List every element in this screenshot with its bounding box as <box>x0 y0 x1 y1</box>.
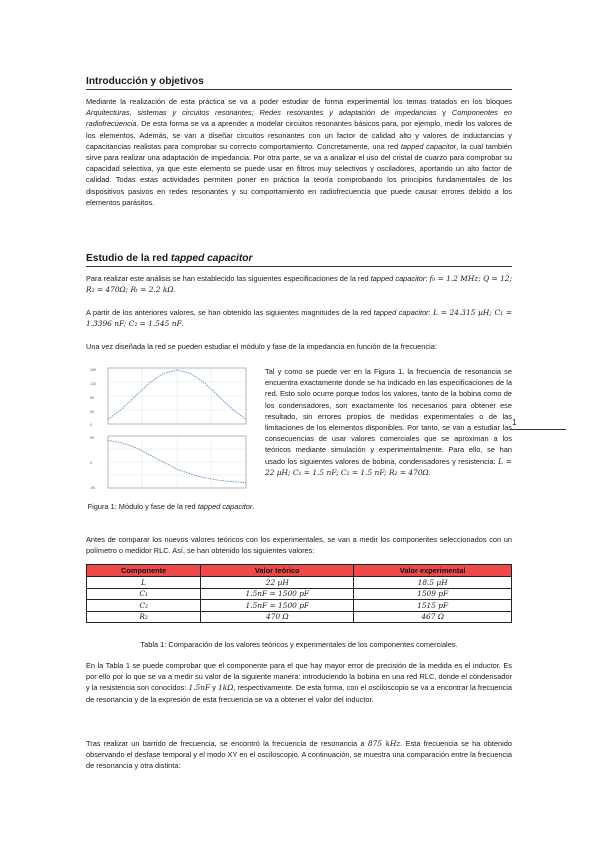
phase-tick-3: -90 <box>90 486 96 490</box>
page-number: 1 <box>510 418 566 430</box>
figure-1 <box>86 364 256 505</box>
table-caption: Tabla 1: Comparación de los valores teóricos y experimentales de los componentes comerciales. <box>140 640 458 649</box>
header-experimental: Valor experimental <box>354 565 512 577</box>
table-row <box>87 577 512 589</box>
cell-theoretical: 1.5nF = 1500 pF <box>201 588 354 600</box>
cell-theoretical: 470 Ω <box>201 611 354 623</box>
table-header-row <box>87 565 512 577</box>
phase-plot <box>90 436 246 490</box>
figure-caption: Figura 1: Módulo y fase de la red tapped capacitor. <box>87 502 255 511</box>
resonance-paragraph: Tras realizar un barrido de frecuencia, se encontró la frecuencia de resonancia a 875 kHz. Esta frecuencia se ha obtenido observando el desfase temporal y el modo XY en el osciloscopio. A continuación, se muestra una comparación entre la frecuencia de resonancia y otra distinta: <box>86 739 513 771</box>
cell-component: C₂ <box>87 600 201 612</box>
header-teorico: Valor teórico <box>201 565 354 577</box>
cell-experimental: 1509 pF <box>354 588 512 600</box>
cell-theoretical: 22 µH <box>201 577 354 589</box>
section-title-intro: Introducción y objetivos <box>86 76 512 90</box>
intro-paragraph: Mediante la realización de esta práctica se va a poder estudiar de forma experimental los temas tratados en los bloques Arquitecturas, sistemas y circuitos resonantes; Redes resonantes y adaptación de impedancias y Componentes en radiofrecuencia. De esta forma se va a aprender a modelar circuitos resonantes básicos para, por ejemplo, medir los valores de los elementos. Además, se van a diseñar circuitos resonantes con un factor de calidad alto y valores de inductancias y capacitancias realistas para comprobar su correcto comportamiento. Concretamente, una red tapped capacitor, la cual también sirve para realizar una adaptación de impedancia. Por otra parte, se va a analizar el uso del cristal de cuarzo para comprobar su capacidad selectiva, ya que este elemento se puede usar en filtros muy selectivos y osciladores, aportando un alto factor de calidad. Todas estas actividades permiten poner en práctica la teoría comprobando los principios fundamentales de los dispositivos pasivos en redes resonantes y su comportamiento en radiofrecuencia que puede causar errores debido a los elementos parásitos. <box>86 97 512 207</box>
section-title-tapped: Estudio de la red tapped capacitor <box>86 253 512 267</box>
components-intro-paragraph: Antes de comparar los nuevos valores teóricos con los experimentales, se van a medir los componentes seleccionados con un polímetro o medidor RLC. Así, se han obtenido los siguientes valores: <box>86 535 512 556</box>
mag-tick-2: 120 <box>90 382 97 386</box>
mag-tick-4: 40 <box>90 410 95 414</box>
cell-experimental: 1515 pF <box>354 600 512 612</box>
table-row <box>87 611 512 623</box>
specs-paragraph: Para realizar este análisis se han establecido las siguientes especificaciones de la red tapped capacitor: f₀ = 1.2 MHz; Q = 12; R₂ = 470Ω; Rₜ = 2.2 kΩ. <box>86 274 512 295</box>
mag-tick-1: 160 <box>90 368 97 372</box>
components-table <box>86 564 512 623</box>
impedance-plots <box>86 364 256 500</box>
cell-experimental: 467 Ω <box>354 611 512 623</box>
magnitude-plot <box>90 368 246 427</box>
magnitudes-paragraph: A partir de los anteriores valores, se han obtenido las siguientes magnitudes de la red tapped capacitor: L = 24.315 µH; C₁ = 1.3396 nF; C₂ = 1.545 nF. <box>86 308 513 329</box>
impedance-intro-paragraph: Una vez diseñada la red se pueden estudiar el módulo y fase de la impedancia en función de la frecuencia: <box>86 342 437 351</box>
phase-tick-1: 90 <box>90 436 95 440</box>
table-row <box>87 588 512 600</box>
mag-tick-5: 0 <box>90 423 93 427</box>
cell-theoretical: 1.5nF = 1500 pF <box>201 600 354 612</box>
phase-tick-2: 0 <box>90 461 93 465</box>
figure-discussion-paragraph: Tal y como se puede ver en la Figura 1, la frecuencia de resonancia se encuentra exactamente donde se ha indicado en las especificaciones de la red. Esto solo ocurre porque todos los valores, tanto de la bobina como de los condensadores, son exactamente los necesarios para obtener ese resultado, sin errores propios de medidas experimentales o de las limitaciones de los elementos disponibles. Por tanto, se van a estudiar las consecuencias de usar valores comerciales que se aproximan a los teóricos mediante simulación y experimentalmente. Para ello, se han usado los siguientes valores de bobina, condensadores y resistencia: L = 22 µH; C₁ = 1.5 nF; C₂ = 1.5 nF; R₂ = 470Ω. <box>265 367 512 477</box>
table-row <box>87 600 512 612</box>
mag-tick-3: 80 <box>90 396 95 400</box>
header-componente: Componente <box>87 565 201 577</box>
inductor-measure-paragraph: En la Tabla 1 se puede comprobar que el componente para el que hay mayor error de precisión de la medida es el inductor. Es por ello por lo que se va a medir su valor de la siguiente manera: introduciendo la bobina en una red RLC, donde el condensador y la resistencia son conocidos: 1.5nF y 1kΩ, respectivamente. De esta forma, con el osciloscopio se va a encontrar la frecuencia de resonancia y de la expresión de esta frecuencia se va a obtener el valor del inductor. <box>86 661 512 704</box>
cell-experimental: 18.5 µH <box>354 577 512 589</box>
cell-component: R₂ <box>87 611 201 623</box>
cell-component: C₁ <box>87 588 201 600</box>
cell-component: L <box>87 577 201 589</box>
